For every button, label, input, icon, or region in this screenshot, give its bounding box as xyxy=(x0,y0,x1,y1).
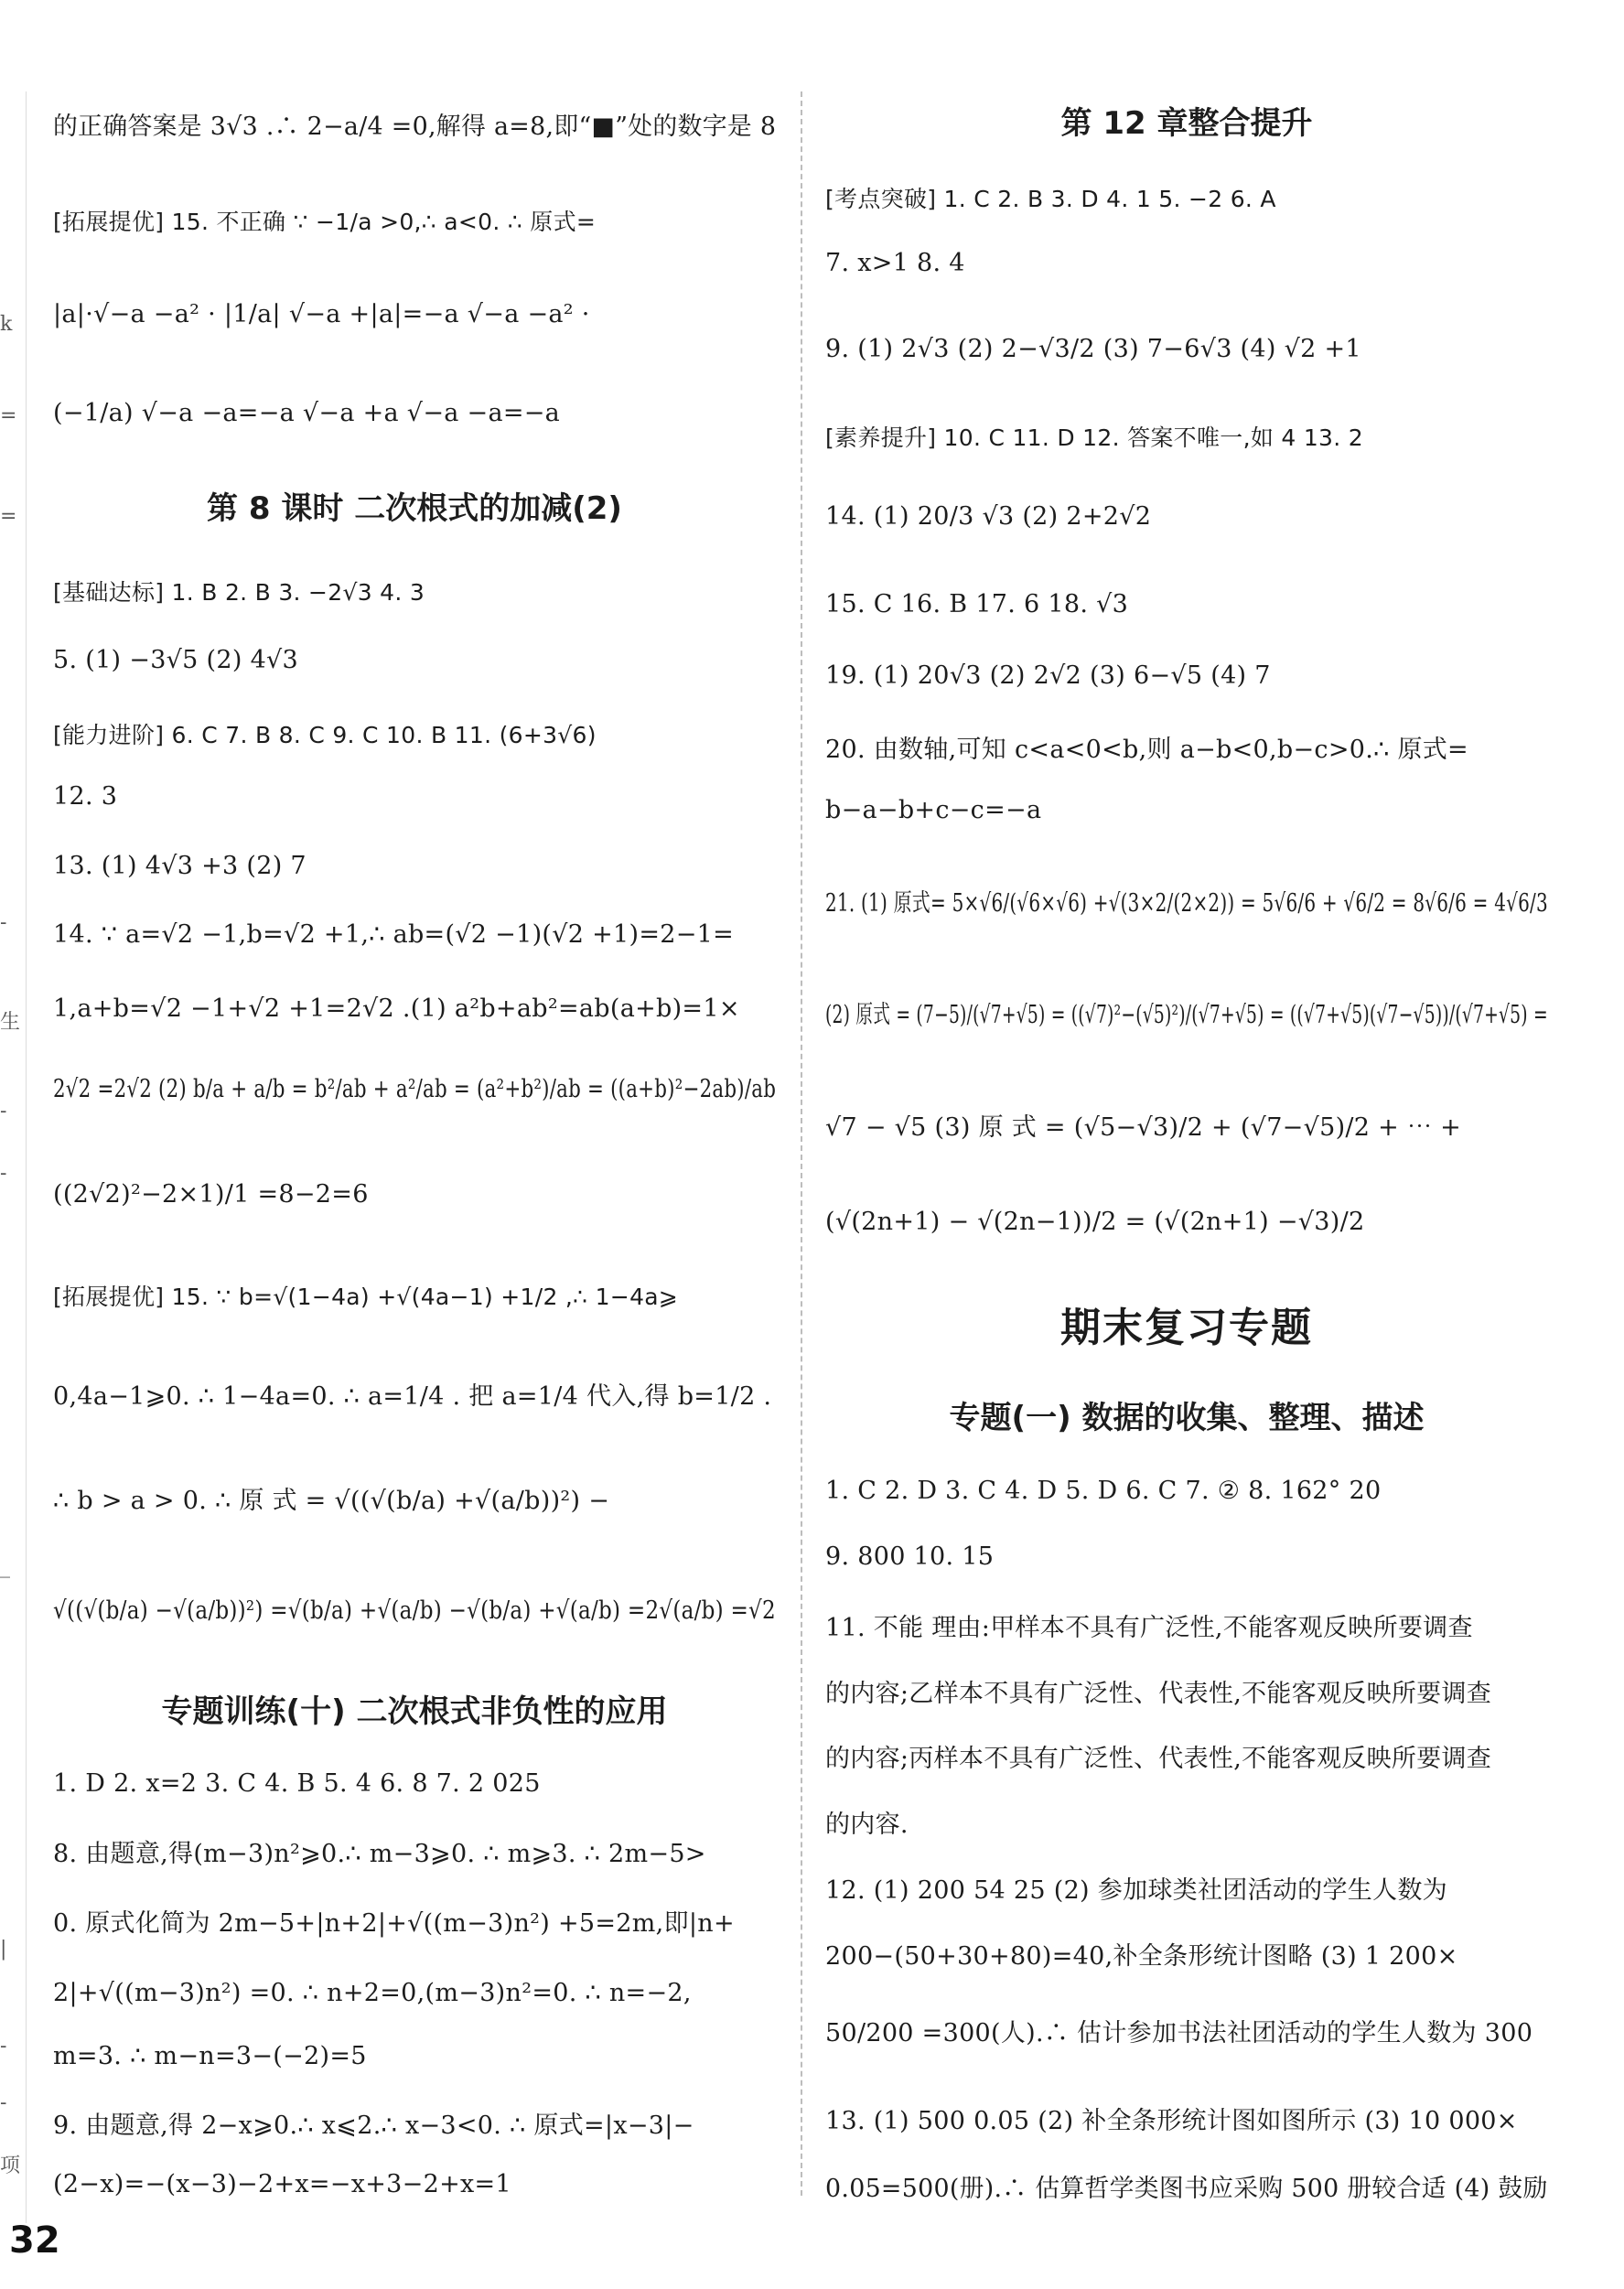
right-line-5: [素养提升] 10. C 11. D 12. 答案不唯一,如 4 13. 2 xyxy=(825,424,1363,451)
left-line-4: (−1/a) √−a −a=−a √−a +a √−a −a=−a xyxy=(53,399,561,427)
left-line-9: 12. 3 xyxy=(53,782,118,811)
left-line-18: √((√(b/a) −√(a/b))²) =√(b/a) +√(a/b) −√(b/a) +√(a/b) =2√(a/b) =√2 xyxy=(53,1596,776,1625)
right-line-25: 50/200 =300(人).∴ 估计参加书法社团活动的学生人数为 300 xyxy=(825,2019,1533,2047)
binding-edge-line xyxy=(26,91,27,2223)
right-line-18: 9. 800 10. 15 xyxy=(825,1542,995,1571)
left-line-22: 0. 原式化简为 2m−5+|n+2|+√((m−3)n²) +5=2m,即|n+ xyxy=(53,1909,735,1938)
left-line-25: 9. 由题意,得 2−x⩾0.∴ x⩽2.∴ x−3<0. ∴ 原式=|x−3|− xyxy=(53,2112,694,2140)
left-line-8: [能力进阶] 6. C 7. B 8. C 9. C 10. B 11. (6+3√6) xyxy=(53,722,597,748)
binding-edge-mark: _ xyxy=(0,1555,10,1578)
section-heading-lesson-8: 第 8 课时 二次根式的加减(2) xyxy=(207,490,622,527)
right-line-9: 20. 由数轴,可知 c<a<0<b,则 a−b<0,b−c>0.∴ 原式= xyxy=(825,736,1468,764)
right-line-3: 7. x>1 8. 4 xyxy=(825,249,965,277)
right-line-27: 0.05=500(册).∴ 估算哲学类图书应采购 500 册较合适 (4) 鼓励 xyxy=(825,2175,1548,2203)
page-number: 32 xyxy=(9,2219,60,2262)
left-line-24: m=3. ∴ m−n=3−(−2)=5 xyxy=(53,2042,367,2070)
right-line-22: 的内容. xyxy=(825,1811,909,1839)
right-line-19: 11. 不能 理由:甲样本不具有广泛性,不能客观反映所要调查 xyxy=(825,1614,1473,1642)
binding-edge-mark: | xyxy=(0,1938,7,1961)
right-line-17: 1. C 2. D 3. C 4. D 5. D 6. C 7. ② 8. 162° 20 xyxy=(825,1477,1382,1505)
binding-edge-mark: = xyxy=(0,404,17,427)
left-line-15: [拓展提优] 15. ∵ b=√(1−4a) +√(4a−1) +1/2 ,∴ 1−4a⩾ xyxy=(53,1284,679,1310)
left-line-7: 5. (1) −3√5 (2) 4√3 xyxy=(53,646,299,674)
right-line-26: 13. (1) 500 0.05 (2) 补全条形统计图如图所示 (3) 10 000× xyxy=(825,2107,1518,2135)
left-line-13: 2√2 =2√2 (2) b/a + a/b = b²/ab + a²/ab = (a²+b²)/ab = ((a+b)²−2ab)/ab xyxy=(53,1075,777,1103)
left-line-12: 1,a+b=√2 −1+√2 +1=2√2 .(1) a²b+ab²=ab(a+b)=1× xyxy=(53,994,740,1023)
right-line-4: 9. (1) 2√3 (2) 2−√3/2 (3) 7−6√3 (4) √2 +1 xyxy=(825,335,1361,363)
right-line-7: 15. C 16. B 17. 6 18. √3 xyxy=(825,590,1129,618)
section-heading-chapter-12: 第 12 章整合提升 xyxy=(1060,105,1313,142)
left-line-21: 8. 由题意,得(m−3)n²⩾0.∴ m−3⩾0. ∴ m⩾3. ∴ 2m−5> xyxy=(53,1840,706,1868)
binding-edge-mark: - xyxy=(0,1100,7,1123)
left-line-23: 2|+√((m−3)n²) =0. ∴ n+2=0,(m−3)n²=0. ∴ n=−2, xyxy=(53,1979,692,2007)
left-line-1: 的正确答案是 3√3 .∴ 2−a/4 =0,解得 a=8,即“■”处的数字是 8 xyxy=(53,113,777,141)
right-line-20: 的内容;乙样本不具有广泛性、代表性,不能客观反映所要调查 xyxy=(825,1680,1492,1708)
section-heading-special-training-10: 专题训练(十) 二次根式非负性的应用 xyxy=(161,1693,668,1730)
column-divider xyxy=(801,91,802,2196)
binding-edge-mark: k xyxy=(0,313,13,336)
left-line-26: (2−x)=−(x−3)−2+x=−x+3−2+x=1 xyxy=(53,2170,511,2198)
left-line-14: ((2√2)²−2×1)/1 =8−2=6 xyxy=(53,1180,369,1209)
binding-edge-mark: - xyxy=(0,2091,7,2114)
left-line-20: 1. D 2. x=2 3. C 4. B 5. 4 6. 8 7. 2 025 xyxy=(53,1769,541,1798)
binding-edge-mark: - xyxy=(0,1162,7,1185)
left-line-2: [拓展提优] 15. 不正确 ∵ −1/a >0,∴ a<0. ∴ 原式= xyxy=(53,209,597,235)
section-heading-final-review: 期末复习专题 xyxy=(1060,1305,1313,1351)
right-line-12: (2) 原式 = (7−5)/(√7+√5) = ((√7)²−(√5)²)/(√7+√5) = ((√7+√5)(√7−√5))/(√7+√5) = xyxy=(825,1001,1548,1029)
right-line-13: √7 − √5 (3) 原 式 = (√5−√3)/2 + (√7−√5)/2 + ⋯ + xyxy=(825,1113,1462,1142)
right-line-23: 12. (1) 200 54 25 (2) 参加球类社团活动的学生人数为 xyxy=(825,1876,1447,1905)
binding-edge-mark: - xyxy=(0,911,7,934)
left-line-3: |a|·√−a −a² · |1/a| √−a +|a|=−a √−a −a² · xyxy=(53,300,590,328)
right-line-24: 200−(50+30+80)=40,补全条形统计图略 (3) 1 200× xyxy=(825,1942,1458,1971)
right-line-14: (√(2n+1) − √(2n−1))/2 = (√(2n+1) −√3)/2 xyxy=(825,1208,1365,1236)
left-line-17: ∴ b > a > 0. ∴ 原 式 = √((√(b/a) +√(a/b))²) − xyxy=(53,1487,610,1515)
binding-edge-mark: 生 xyxy=(0,1011,21,1034)
right-line-6: 14. (1) 20/3 √3 (2) 2+2√2 xyxy=(825,502,1152,531)
binding-edge-mark: = xyxy=(0,505,17,528)
binding-edge-mark: - xyxy=(0,2035,7,2058)
right-line-8: 19. (1) 20√3 (2) 2√2 (3) 6−√5 (4) 7 xyxy=(825,661,1271,690)
left-line-10: 13. (1) 4√3 +3 (2) 7 xyxy=(53,852,307,880)
section-heading-topic-1: 专题(一) 数据的收集、整理、描述 xyxy=(949,1400,1425,1436)
left-line-11: 14. ∵ a=√2 −1,b=√2 +1,∴ ab=(√2 −1)(√2 +1)=2−1= xyxy=(53,920,735,949)
right-line-21: 的内容;丙样本不具有广泛性、代表性,不能客观反映所要调查 xyxy=(825,1745,1492,1773)
right-line-2: [考点突破] 1. C 2. B 3. D 4. 1 5. −2 6. A xyxy=(825,186,1276,212)
right-line-11: 21. (1) 原式= 5×√6/(√6×√6) +√(3×2/(2×2)) = 5√6/6 + √6/2 = 8√6/6 = 4√6/3 xyxy=(825,889,1548,918)
right-line-10: b−a−b+c−c=−a xyxy=(825,796,1042,824)
left-line-6: [基础达标] 1. B 2. B 3. −2√3 4. 3 xyxy=(53,579,425,606)
binding-edge-mark: 项 xyxy=(0,2155,21,2177)
left-line-16: 0,4a−1⩾0. ∴ 1−4a=0. ∴ a=1/4 . 把 a=1/4 代入,得 b=1/2 . xyxy=(53,1382,772,1411)
